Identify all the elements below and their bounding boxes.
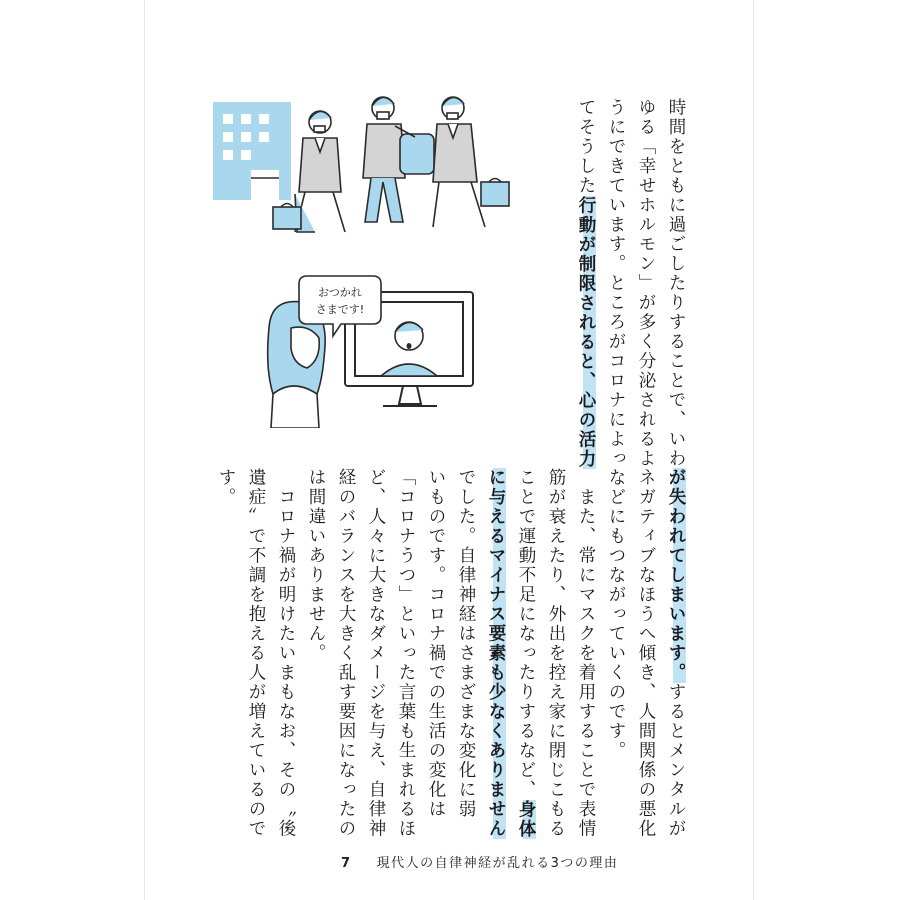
- text-run: いものです。コロナ禍での生活の変化は: [426, 468, 446, 819]
- text-line: [211, 468, 241, 828]
- text-run: てそうした: [576, 98, 596, 196]
- text-run: うにできています。ところがコロナによっ: [606, 98, 626, 469]
- speech-bubble-line1: おつかれ: [318, 286, 362, 299]
- body-text-top: [571, 98, 691, 469]
- text-line: [601, 468, 631, 828]
- text-run: コロナ禍が明けたいまもなお、その〝後: [276, 468, 296, 839]
- text-line: [481, 468, 511, 839]
- text-line: [391, 468, 421, 839]
- text-line: [361, 468, 391, 839]
- text-line: [631, 468, 661, 839]
- text-run: 筋が衰えたり、外出を控え家に閉じこもる: [546, 468, 566, 839]
- highlighted-phrase: 身体: [516, 799, 536, 839]
- text-run: す。: [216, 468, 236, 507]
- text-line: [661, 468, 691, 839]
- text-run: するとメンタルが: [666, 682, 686, 839]
- body-text-bottom: [211, 468, 691, 839]
- text-run: は間違いありません。: [306, 468, 326, 663]
- text-line: [571, 98, 601, 469]
- text-run: また、常にマスクを着用することで表情: [576, 468, 596, 839]
- commuter-illustration: [195, 82, 535, 242]
- text-line: [331, 468, 361, 839]
- office-building-icon: [213, 102, 291, 200]
- text-run: ネガティブなほうへ傾き、人間関係の悪化: [636, 468, 656, 839]
- text-run: 経のバランスを大きく乱す要因になったの: [336, 468, 356, 839]
- text-run: ゆる「幸せホルモン」が多く分泌されるよ: [636, 98, 656, 469]
- text-line: [601, 98, 631, 469]
- text-line: [571, 468, 601, 839]
- text-run: 「コロナうつ」といった言葉も生まれるほ: [396, 468, 416, 839]
- text-line: [541, 468, 571, 839]
- text-line: [631, 98, 661, 469]
- text-line: [661, 98, 691, 469]
- highlighted-phrase: に与えるマイナス要素も少なくありません: [486, 468, 506, 839]
- book-page: [145, 0, 753, 900]
- text-line: [511, 468, 541, 839]
- page-footer: [341, 852, 618, 871]
- highlighted-phrase: が失われてしまいます。: [666, 468, 686, 683]
- page-number: 7: [341, 856, 352, 871]
- text-line: [421, 468, 451, 828]
- text-run: 遺症〟で不調を抱える人が増えているので: [246, 468, 266, 839]
- text-line: [241, 468, 271, 839]
- text-line: [451, 468, 481, 828]
- text-run: でした。自律神経はさまざまな変化に弱: [456, 468, 476, 819]
- text-run: 時間をともに過ごしたりすることで、いわ: [666, 98, 686, 469]
- text-run: などにもつながっていくのです。: [606, 468, 626, 761]
- text-line: [301, 468, 331, 828]
- text-run: ど、人々に大きなダメージを与え、自律神: [366, 468, 386, 839]
- text-run: ことで運動不足になったりするなど、: [516, 468, 536, 800]
- running-title: 現代人の自律神経が乱れる3つの理由: [376, 856, 619, 871]
- video-call-illustration: [263, 268, 503, 428]
- text-line: [271, 468, 301, 839]
- highlighted-phrase: 行動が制限されると、心の活力: [576, 195, 596, 469]
- speech-bubble-line2: さまです!: [315, 303, 365, 316]
